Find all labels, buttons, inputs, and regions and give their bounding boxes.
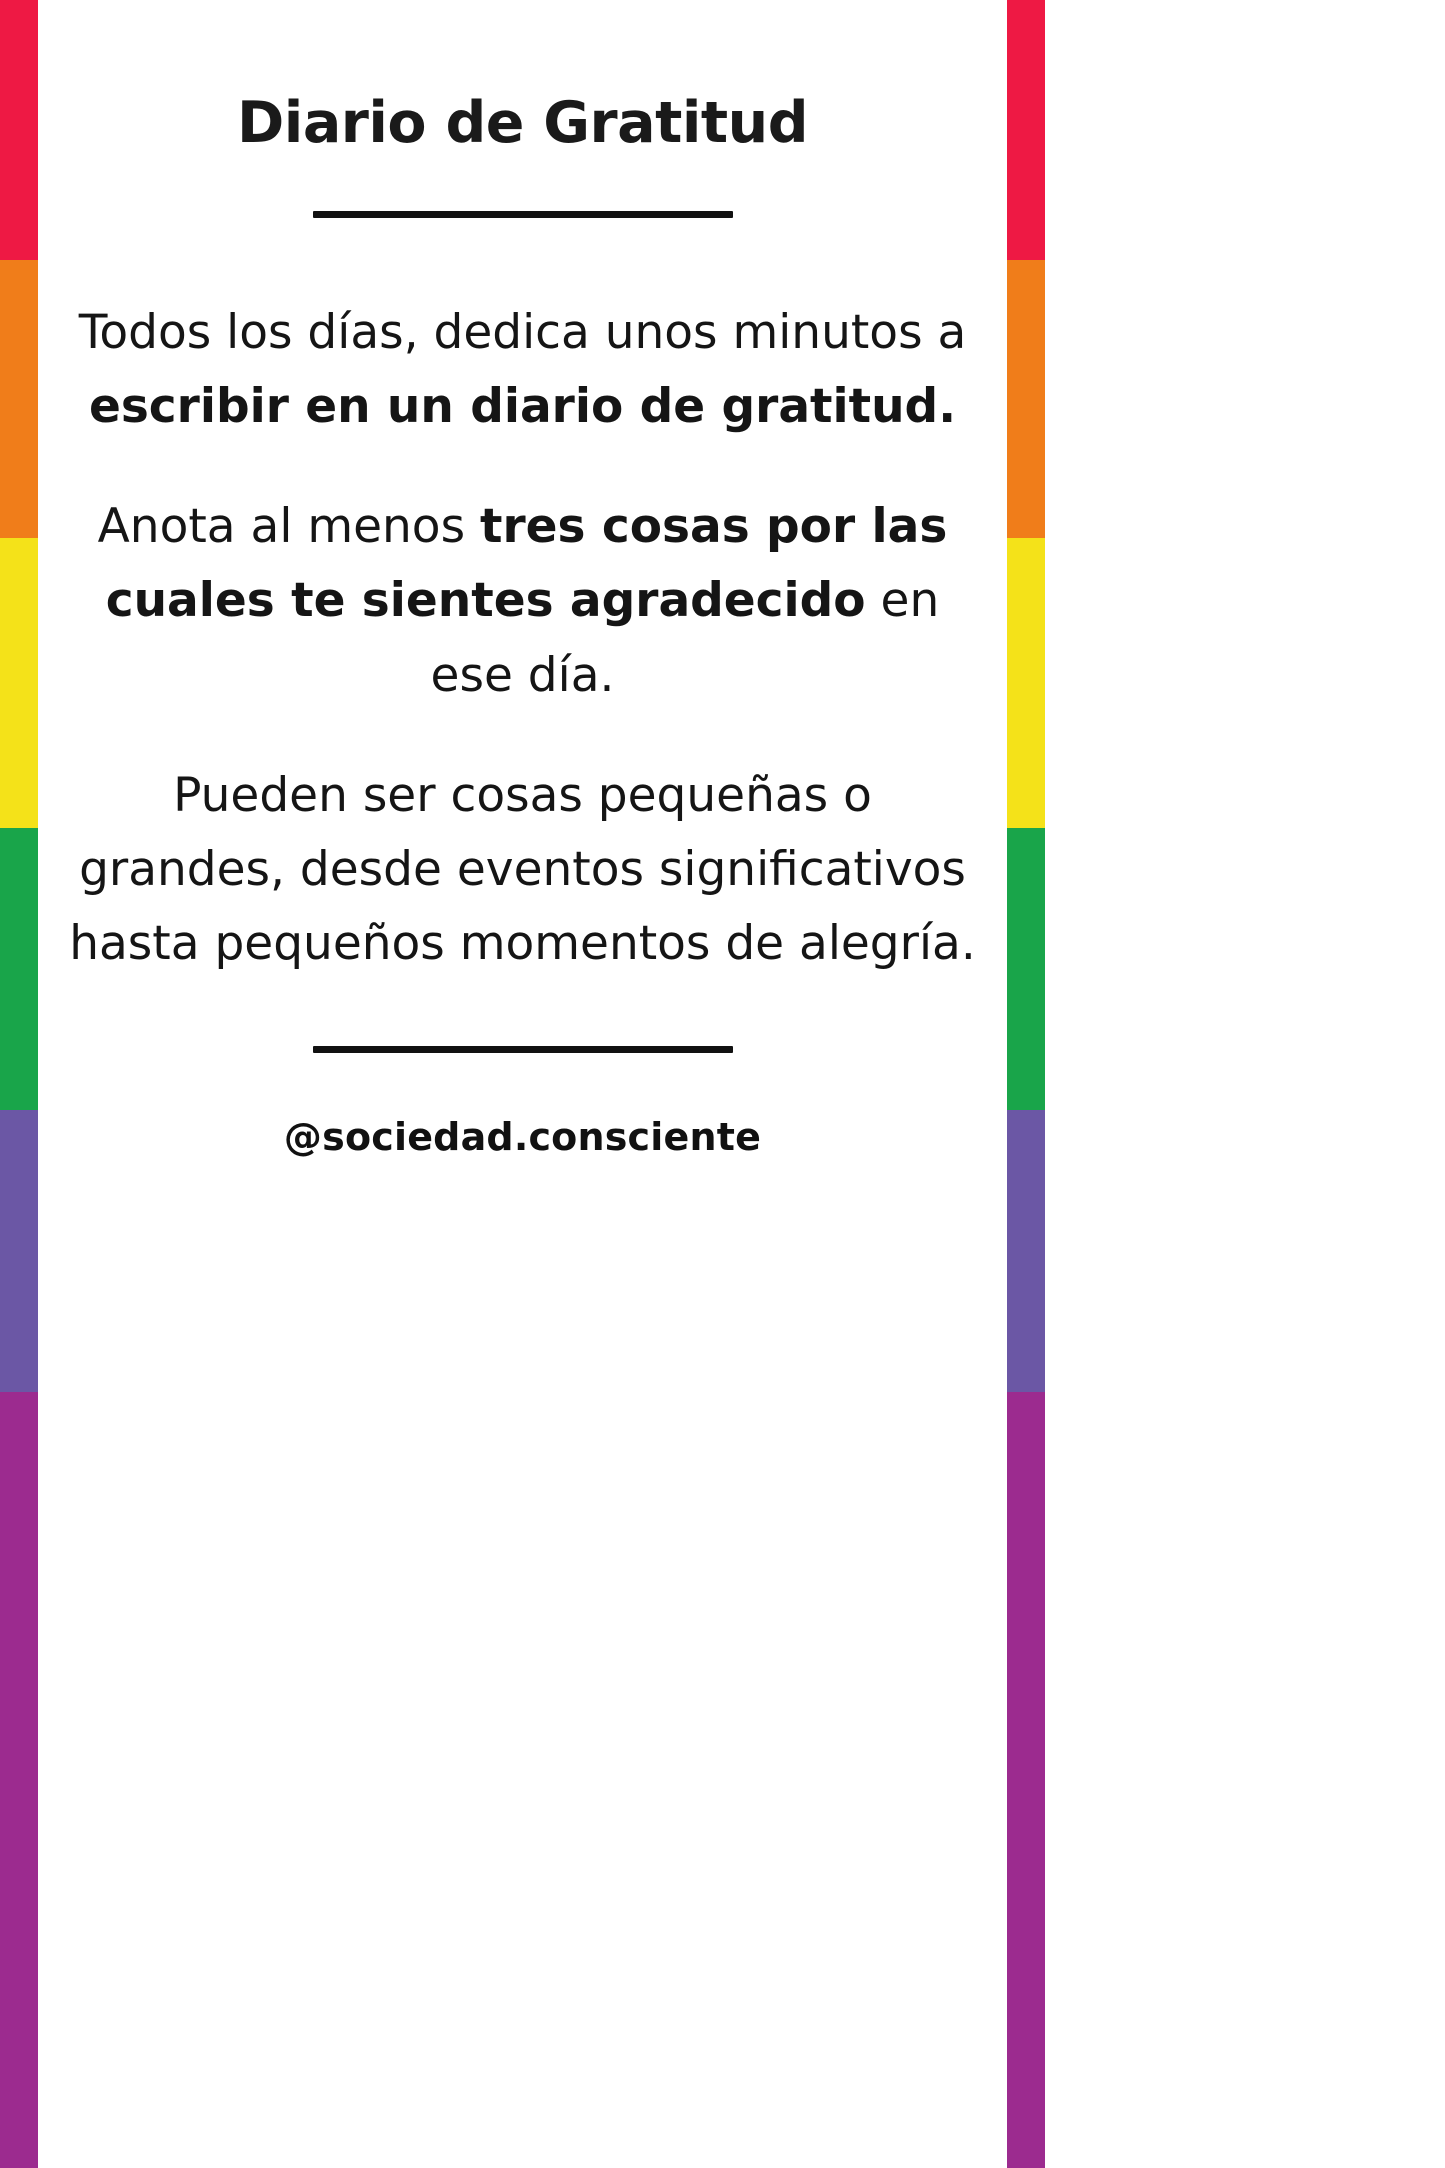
rainbow-bar-left (0, 0, 38, 2168)
divider-bottom (313, 1046, 733, 1053)
plain-text: Anota al menos (97, 499, 480, 555)
divider-top (313, 211, 733, 218)
plain-text: Pueden ser cosas pequeñas o grandes, desde eventos significativos hasta pequeños momentos de alegría. (69, 767, 976, 972)
rainbow-segment-red (1007, 0, 1045, 260)
rainbow-segment-orange (0, 260, 38, 538)
rainbow-bar-right (1007, 0, 1045, 2168)
poster-content (38, 0, 1007, 2168)
rainbow-segment-green (0, 828, 38, 1110)
rainbow-segment-orange (1007, 260, 1045, 538)
rainbow-segment-purple (1007, 1392, 1045, 2168)
plain-text: en ese día. (430, 573, 940, 703)
poster-body (68, 296, 977, 982)
rainbow-segment-blue-violet (1007, 1110, 1045, 1392)
plain-text: Todos los días, dedica unos minutos a (78, 304, 967, 360)
emphasis-text: tres cosas por las cuales te sientes agradecido (105, 499, 948, 629)
page-title: Diario de Gratitud (236, 90, 809, 156)
social-handle: @sociedad.consciente (283, 1114, 762, 1159)
rainbow-segment-yellow (1007, 538, 1045, 829)
rainbow-segment-blue-violet (0, 1110, 38, 1392)
rainbow-segment-red (0, 0, 38, 260)
rainbow-segment-green (1007, 828, 1045, 1110)
rainbow-segment-purple (0, 1392, 38, 2168)
emphasis-text: escribir en un diario de gratitud. (88, 378, 957, 434)
rainbow-segment-yellow (0, 538, 38, 829)
body-paragraph (68, 490, 977, 713)
body-paragraph (68, 759, 977, 982)
body-paragraph (68, 296, 977, 445)
